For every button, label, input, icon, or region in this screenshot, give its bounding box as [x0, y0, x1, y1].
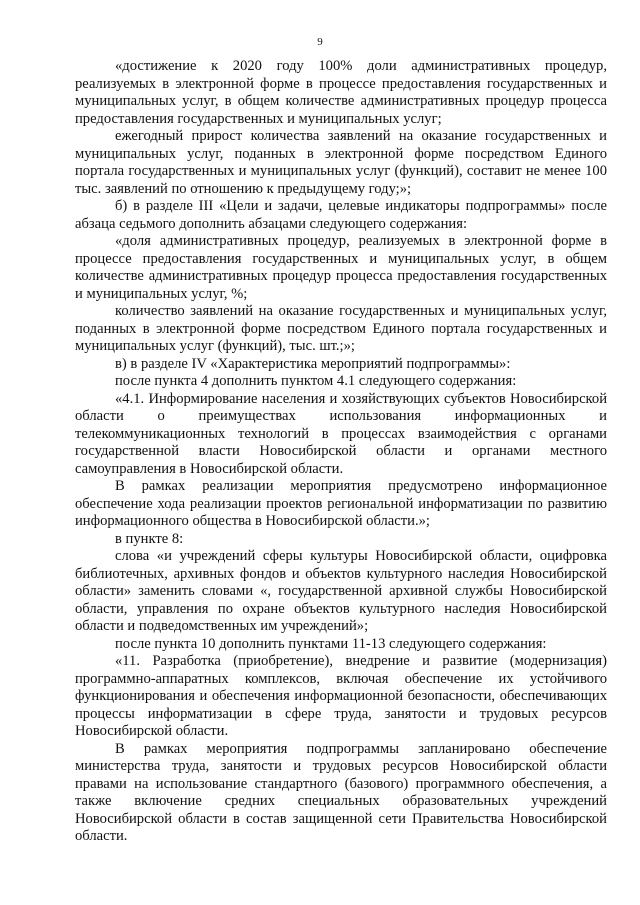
paragraph: «доля административных процедур, реализуемых в электронной форме в процессе предоставления государственных и муниципальных услуг, в общем количестве административных процедур процесса предоставления государственных и муниципальных услуг, %; — [75, 233, 607, 302]
document-body — [75, 58, 607, 846]
paragraph: «достижение к 2020 году 100% доли административных процедур, реализуемых в электронной форме в процессе предоставления государственных и муниципальных услуг, в общем количестве административных процедур процесса предоставления государственных и муниципальных услуг; — [75, 58, 607, 127]
page-number: 9 — [317, 36, 323, 48]
paragraph: В рамках реализации мероприятия предусмотрено информационное обеспечение хода реализации проектов региональной информатизации по развитию информационного общества в Новосибирской области.»; — [75, 478, 607, 529]
paragraph: количество заявлений на оказание государственных и муниципальных услуг, поданных в электронной форме посредством Единого портала государственных и муниципальных услуг (функций), тыс. шт.;»; — [75, 303, 607, 354]
paragraph: слова «и учреждений сферы культуры Новосибирской области, оцифровка библиотечных, архивных фондов и объектов культурного наследия Новосибирской области» заменить словами «, государственной архивной службы Новосибирской области, управления по охране объектов культурного наследия Новосибирской области и подведомственных им учреждений»; — [75, 548, 607, 634]
paragraph: в пункте 8: — [115, 530, 184, 547]
paragraph: «11. Разработка (приобретение), внедрение и развитие (модернизация) программно-аппаратных комплексов, включая обеспечение их устойчивого функционирования и обеспечения информационной безопасности, обеспечивающих процессы информатизации в сфере труда, занятости и трудовых ресурсов Новосибирской области. — [75, 653, 607, 739]
paragraph: б) в разделе III «Цели и задачи, целевые индикаторы подпрограммы» после абзаца седьмого дополнить абзацами следующего содержания: — [75, 198, 607, 232]
paragraph: ежегодный прирост количества заявлений на оказание государственных и муниципальных услуг, поданных в электронной форме посредством Единого портала государственных и муниципальных услуг (функций), составит не менее 100 тыс. заявлений по отношению к предыдущему году;»; — [75, 128, 607, 197]
paragraph: «4.1. Информирование населения и хозяйствующих субъектов Новосибирской области о преимуществах использования информационных и телекоммуникационных технологий в процессах взаимодействия с органами государственной власти Новосибирской области и органами местного самоуправления в Новосибирской области. — [75, 390, 607, 477]
paragraph: в) в разделе IV «Характеристика мероприятий подпрограммы»: — [115, 355, 511, 372]
paragraph: после пункта 10 дополнить пунктами 11-13 следующего содержания: — [115, 635, 547, 652]
paragraph: после пункта 4 дополнить пунктом 4.1 следующего содержания: — [115, 373, 517, 389]
paragraph: В рамках мероприятия подпрограммы запланировано обеспечение министерства труда, занятости и трудовых ресурсов Новосибирской области правами на использование стандартного (базового) программного обеспечения, а также включение средних специальных образовательных учреждений Новосибирской области в состав защищенной сети Правительства Новосибирской области. — [75, 740, 607, 844]
